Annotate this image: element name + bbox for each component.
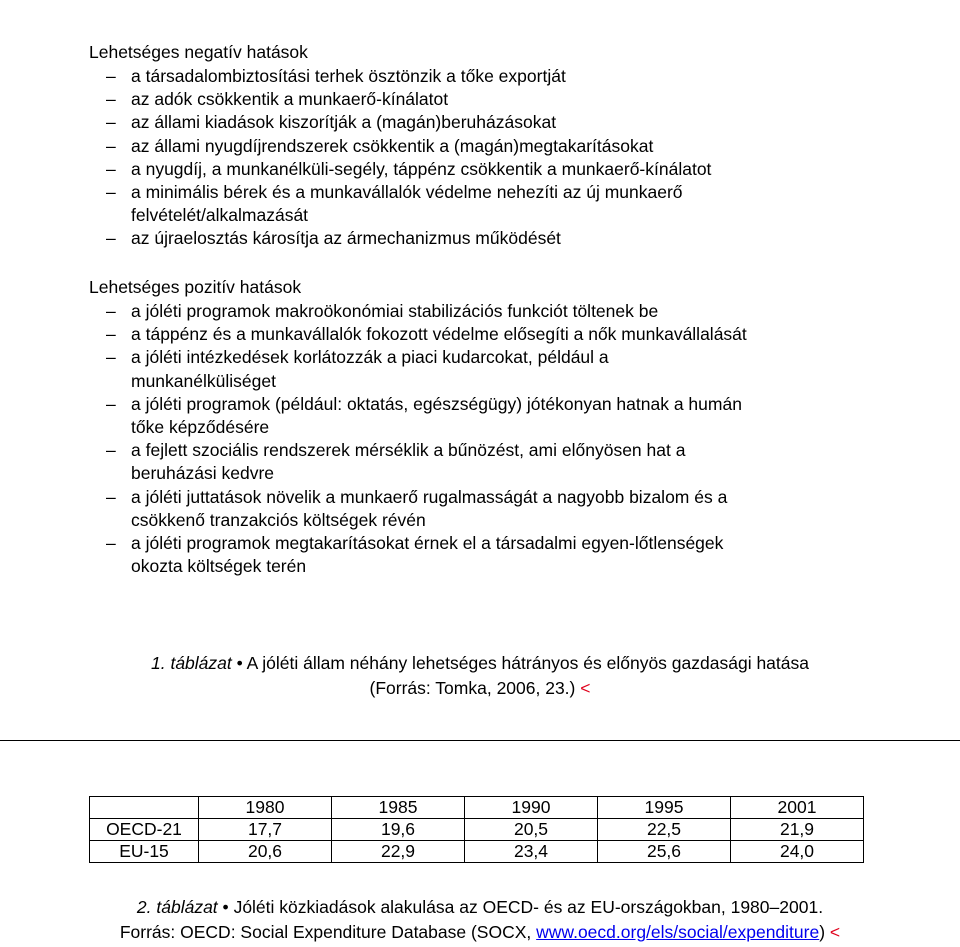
divider [0,740,960,741]
dash-bullet: – [106,158,116,179]
table-row [90,819,864,841]
list-item [89,532,751,578]
list-item-text: a jóléti programok (például: oktatás, egészségügy) jótékonyan hatnak a humán tőke képződésére [131,393,742,438]
table-cell: 22,5 [598,819,731,841]
negative-effects-list [89,65,789,251]
table-header-cell: 1985 [332,797,465,819]
list-item-text: az adók csökkentik a munkaerő-kínálatot [131,89,449,110]
socx-link[interactable]: www.oecd.org/els/social/expenditure [536,922,820,942]
list-item-text: a fejlett szociális rendszerek mérséklik a bűnözést, ami előnyösen hat a beruházási kedvre [131,440,686,484]
table-cell: 22,9 [332,841,465,863]
table-row [90,841,864,863]
table-cell: 24,0 [731,841,864,863]
table2-caption [0,895,960,945]
list-item-text: az állami nyugdíjrendszerek csökkentik a (magán)megtakarításokat [131,135,654,156]
caption-bullet: • [222,897,229,917]
table-header-cell: 1980 [199,797,332,819]
table-cell: 20,5 [465,819,598,841]
list-item-text: a társadalombiztosítási terhek ösztönzik a tőke exportját [131,66,566,86]
table2-source-suffix: ) [819,922,826,942]
table-header-cell: 2001 [731,797,864,819]
list-item [89,323,751,346]
expenditure-table [89,796,864,863]
list-item [89,393,751,439]
dash-bullet: – [106,112,116,133]
table-cell: 21,9 [731,819,864,841]
list-item-text: a jóléti intézkedések korlátozzák a piaci kudarcokat, például a munkanélküliséget [131,347,609,391]
list-item-text: a minimális bérek és a munkavállalók védelme nehezíti az új munkaerő felvételét/alkalmazását [131,182,683,226]
table-cell: 17,7 [199,819,332,841]
list-item [89,135,789,158]
table1-label: 1. táblázat [151,653,232,673]
list-item [89,486,751,532]
dash-bullet: – [106,135,116,156]
list-item [89,111,789,134]
positive-effects-title: Lehetséges pozitív hatások [89,277,302,297]
list-item [89,227,789,250]
list-item [89,181,789,227]
table-header-cell: 1995 [598,797,731,819]
table2-source-prefix: Forrás: OECD: Social Expenditure Database (SOCX, [119,922,532,942]
caption-bullet: • [236,653,243,673]
dash-bullet: – [106,301,116,321]
list-item-text: a táppénz és a munkavállalók fokozott védelme elősegíti a nők munkavállalását [131,324,747,345]
table-row-label: OECD-21 [90,819,199,841]
table-row-label: EU-15 [90,841,199,863]
list-item [89,88,789,111]
table1-source: (Forrás: Tomka, 2006, 23.) [369,678,576,698]
list-item-text: a jóléti juttatások növelik a munkaerő rugalmasságát a nagyobb bizalom és a csökkenő tranzakciós költségek révén [131,486,728,530]
positive-effects-list [89,300,789,578]
dash-bullet: – [106,228,116,249]
dash-bullet: – [106,324,116,345]
table1-caption-text: A jóléti állam néhány lehetséges hátrányos és előnyös gazdasági hatása [246,653,809,673]
list-item-text: a jóléti programok megtakarításokat érnek el a társadalmi egyen-lőtlenségek okozta költségek terén [131,533,724,577]
dash-bullet: – [106,486,116,507]
list-item-text: az állami kiadások kiszorítják a (magán)beruházásokat [131,112,557,133]
table2-caption-text: Jóléti közkiadások alakulása az OECD- és az EU-országokban, 1980–2001. [233,897,824,917]
table-cell: 25,6 [598,841,731,863]
dash-bullet: – [106,182,116,203]
back-link[interactable]: < [580,678,591,698]
table-cell: 20,6 [199,841,332,863]
table-cell [90,797,199,819]
list-item-text: az újraelosztás károsítja az ármechanizmus működését [131,228,561,249]
table1-caption [0,651,960,701]
back-link[interactable]: < [829,922,841,942]
list-item [89,300,751,323]
table-cell: 19,6 [332,819,465,841]
list-item [89,158,789,181]
table-header-row [90,797,864,819]
table-cell: 23,4 [465,841,598,863]
dash-bullet: – [106,66,116,86]
list-item [89,65,789,88]
dash-bullet: – [106,89,116,110]
dash-bullet: – [106,533,116,554]
table-header-cell: 1990 [465,797,598,819]
negative-effects-title: Lehetséges negatív hatások [89,42,308,62]
dash-bullet: – [106,347,116,368]
dash-bullet: – [106,393,116,414]
list-item-text: a jóléti programok makroökonómiai stabilizációs funkciót töltenek be [131,301,659,321]
list-item [89,439,751,485]
dash-bullet: – [106,440,116,461]
table2-label: 2. táblázat [136,897,218,917]
list-item [89,346,751,392]
list-item-text: a nyugdíj, a munkanélküli-segély, táppénz csökkentik a munkaerő-kínálatot [131,158,712,179]
